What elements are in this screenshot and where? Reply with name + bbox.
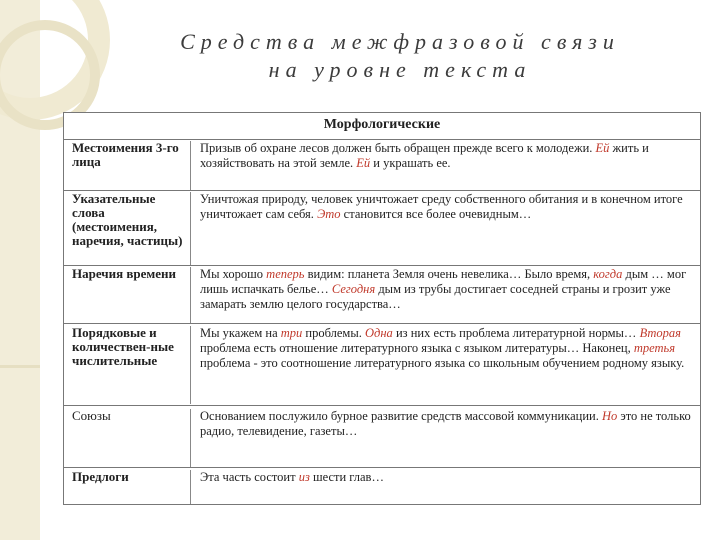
row-category: Порядковые и количествен-ные числительные	[64, 326, 191, 404]
cohesion-marker: третья	[633, 341, 676, 355]
cohesion-marker: Ей	[595, 141, 610, 155]
table-header: Морфологические	[323, 117, 441, 132]
table-row	[64, 141, 700, 191]
row-divider	[64, 190, 700, 191]
table-row	[64, 267, 700, 323]
example-text: дым … мог лишь испачкать белье…	[200, 267, 687, 296]
example-text: это не только радио, телевидение, газеты…	[200, 409, 691, 438]
row-example	[192, 267, 700, 323]
row-example	[192, 409, 700, 467]
example-text: Эта часть состоит	[200, 470, 299, 484]
row-example	[192, 470, 700, 504]
row-category: Предлоги	[64, 470, 191, 504]
cohesion-marker: Ей	[356, 156, 371, 170]
example-text: проблемы.	[302, 326, 365, 340]
example-text: Мы укажем на	[200, 326, 281, 340]
cohesion-marker: Одна	[365, 326, 393, 340]
example-text: из них есть проблема литературной нормы…	[392, 326, 640, 340]
example-text: Призыв об охране лесов должен быть обращен прежде всего к молодежи.	[200, 141, 596, 155]
slide-title	[130, 28, 670, 84]
row-category: Союзы	[64, 409, 191, 467]
cohesion-marker: из	[298, 470, 310, 484]
row-category: Наречия времени	[64, 267, 191, 323]
table-row	[64, 192, 700, 266]
cohesion-marker: Сегодня	[331, 282, 376, 296]
example-text: проблема есть отношение литературного языка с языком литературы… Наконец,	[200, 341, 634, 355]
table-row	[64, 326, 700, 404]
row-example	[192, 192, 700, 266]
example-text: Основанием послужило бурное развитие средств массовой коммуникации.	[200, 409, 602, 423]
cohesion-marker: Но	[601, 409, 618, 423]
row-category: Указательные слова (местоимения, наречия, частицы)	[64, 192, 191, 266]
row-example	[192, 141, 700, 191]
row-divider	[64, 467, 700, 468]
table-row	[64, 470, 700, 504]
cohesion-table	[63, 112, 701, 505]
example-text: шести глав…	[309, 470, 384, 484]
example-text: становится все более очевидным…	[340, 207, 532, 221]
cohesion-marker: три	[280, 326, 303, 340]
table-row	[64, 409, 700, 467]
example-text: видим: планета Земля очень невелика… Было время,	[304, 267, 594, 281]
title-line-2: на уровне текста	[268, 57, 532, 82]
cohesion-marker: Вторая	[639, 326, 681, 340]
row-divider	[64, 405, 700, 406]
example-text: проблема - это соотношение литературного языка со школьным обучением родному языку.	[200, 356, 685, 370]
example-text: Мы хорошо	[200, 267, 267, 281]
example-text: дым из трубы достигает соседней страны и грозит уже замарать землю целого государства…	[200, 282, 671, 311]
row-example	[192, 326, 700, 404]
cohesion-marker: когда	[593, 267, 623, 281]
cohesion-marker: Это	[317, 207, 341, 221]
example-text: и украшать ее.	[370, 156, 451, 170]
decorative-line	[0, 365, 40, 368]
row-divider	[64, 323, 700, 324]
title-line-1: Средства межфразовой связи	[180, 29, 620, 54]
example-text: жить и хозяйствовать на этой земле.	[200, 141, 649, 170]
cohesion-marker: теперь	[266, 267, 305, 281]
example-text: Уничтожая природу, человек уничтожает среду собственного обитания и в конечном итоге уничтожает сам себя.	[200, 192, 683, 221]
row-category: Местоимения 3-го лица	[64, 141, 191, 191]
